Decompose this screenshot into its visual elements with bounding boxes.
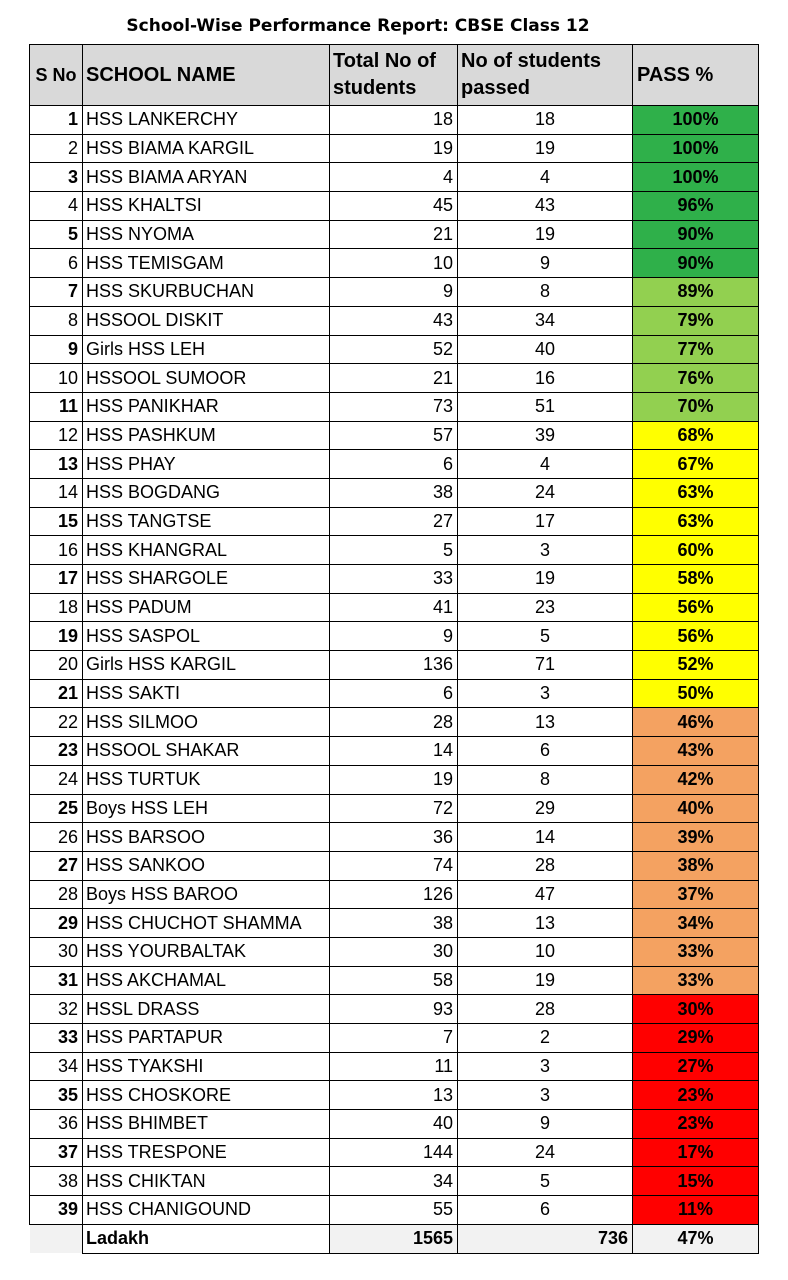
sno-cell: 3: [30, 163, 83, 192]
sno-cell: 2: [30, 134, 83, 163]
table-row: [30, 651, 759, 680]
sno-cell: 38: [30, 1167, 83, 1196]
total-students-cell: 144: [330, 1138, 458, 1167]
students-passed-cell: 6: [458, 1196, 633, 1225]
students-passed-cell: 23: [458, 593, 633, 622]
school-name-cell: HSS TANGTSE: [83, 507, 330, 536]
pass-percent-cell: 56%: [633, 593, 759, 622]
sno-cell: 22: [30, 708, 83, 737]
table-row: [30, 823, 759, 852]
students-passed-cell: 5: [458, 1167, 633, 1196]
school-name-cell: HSSOOL SUMOOR: [83, 364, 330, 393]
total-students-cell: 19: [330, 134, 458, 163]
table-row: [30, 106, 759, 135]
school-name-cell: HSS TURTUK: [83, 765, 330, 794]
sno-cell: 13: [30, 450, 83, 479]
total-students-cell: 58: [330, 966, 458, 995]
students-passed-cell: 43: [458, 192, 633, 221]
table-row: [30, 1052, 759, 1081]
sno-cell: 27: [30, 851, 83, 880]
sno-cell: 11: [30, 392, 83, 421]
students-passed-cell: 47: [458, 880, 633, 909]
pass-percent-cell: 67%: [633, 450, 759, 479]
school-name-cell: HSS BHIMBET: [83, 1110, 330, 1139]
students-passed-cell: 3: [458, 1052, 633, 1081]
total-students-cell: 45: [330, 192, 458, 221]
students-passed-cell: 13: [458, 708, 633, 737]
pass-percent-cell: 52%: [633, 651, 759, 680]
school-name-cell: HSSOOL DISKIT: [83, 306, 330, 335]
sno-cell: 26: [30, 823, 83, 852]
total-students-cell: 93: [330, 995, 458, 1024]
pass-percent-cell: 27%: [633, 1052, 759, 1081]
total-students-cell: 13: [330, 1081, 458, 1110]
pass-percent-cell: 29%: [633, 1024, 759, 1053]
sno-cell: 32: [30, 995, 83, 1024]
school-name-cell: HSS PASHKUM: [83, 421, 330, 450]
students-passed-cell: 8: [458, 765, 633, 794]
total-students-cell: 36: [330, 823, 458, 852]
total-students-cell: 34: [330, 1167, 458, 1196]
table-row: [30, 708, 759, 737]
report-title: School-Wise Performance Report: CBSE Class 12: [126, 16, 590, 36]
school-name-cell: HSS SHARGOLE: [83, 565, 330, 594]
table-row: [30, 1167, 759, 1196]
pass-percent-cell: 50%: [633, 679, 759, 708]
table-row: [30, 478, 759, 507]
sno-cell: 5: [30, 220, 83, 249]
table-row: [30, 163, 759, 192]
sno-cell: 19: [30, 622, 83, 651]
total-sno-cell: [30, 1224, 83, 1253]
table-row: [30, 278, 759, 307]
total-students-cell: 73: [330, 392, 458, 421]
pass-percent-cell: 46%: [633, 708, 759, 737]
students-passed-cell: 18: [458, 106, 633, 135]
sno-cell: 10: [30, 364, 83, 393]
pass-percent-cell: 15%: [633, 1167, 759, 1196]
table-row: [30, 737, 759, 766]
pass-percent-cell: 68%: [633, 421, 759, 450]
total-students-cell: 52: [330, 335, 458, 364]
sno-cell: 36: [30, 1110, 83, 1139]
sno-cell: 33: [30, 1024, 83, 1053]
sno-cell: 6: [30, 249, 83, 278]
pass-percent-cell: 100%: [633, 106, 759, 135]
performance-table: [29, 44, 759, 1254]
total-students-cell: 38: [330, 478, 458, 507]
pass-percent-cell: 11%: [633, 1196, 759, 1225]
sno-cell: 30: [30, 937, 83, 966]
students-passed-cell: 4: [458, 163, 633, 192]
table-row: [30, 335, 759, 364]
students-passed-cell: 16: [458, 364, 633, 393]
total-students-cell: 43: [330, 306, 458, 335]
students-passed-cell: 39: [458, 421, 633, 450]
school-name-cell: HSS LANKERCHY: [83, 106, 330, 135]
school-name-cell: HSS TEMISGAM: [83, 249, 330, 278]
table-row: [30, 1138, 759, 1167]
table-row: [30, 851, 759, 880]
pass-percent-cell: 40%: [633, 794, 759, 823]
table-row: [30, 421, 759, 450]
total-students-cell: 126: [330, 880, 458, 909]
total-students-cell: 9: [330, 278, 458, 307]
sno-cell: 1: [30, 106, 83, 135]
total-students-cell: 4: [330, 163, 458, 192]
total-students-cell: 40: [330, 1110, 458, 1139]
pass-percent-cell: 70%: [633, 392, 759, 421]
students-passed-cell: 3: [458, 536, 633, 565]
table-row: [30, 937, 759, 966]
school-name-cell: Boys HSS LEH: [83, 794, 330, 823]
students-passed-cell: 14: [458, 823, 633, 852]
total-students-cell: 19: [330, 765, 458, 794]
table-row: [30, 1024, 759, 1053]
school-name-cell: HSS PARTAPUR: [83, 1024, 330, 1053]
table-header: [30, 45, 759, 106]
total-students-cell: 72: [330, 794, 458, 823]
total-students-cell: 6: [330, 679, 458, 708]
total-students-cell: 1565: [330, 1224, 458, 1253]
school-name-cell: HSS PADUM: [83, 593, 330, 622]
table-row: [30, 1081, 759, 1110]
sno-cell: 14: [30, 478, 83, 507]
pass-percent-cell: 89%: [633, 278, 759, 307]
students-passed-cell: 24: [458, 1138, 633, 1167]
pass-percent-cell: 96%: [633, 192, 759, 221]
table-row: [30, 622, 759, 651]
sno-cell: 9: [30, 335, 83, 364]
school-name-cell: HSS SAKTI: [83, 679, 330, 708]
pass-percent-cell: 58%: [633, 565, 759, 594]
total-passed-cell: 736: [458, 1224, 633, 1253]
sno-cell: 16: [30, 536, 83, 565]
pass-percent-cell: 30%: [633, 995, 759, 1024]
total-students-cell: 21: [330, 364, 458, 393]
students-passed-cell: 19: [458, 220, 633, 249]
total-students-cell: 5: [330, 536, 458, 565]
table-row: [30, 364, 759, 393]
header-sno: S No: [30, 45, 83, 106]
total-students-cell: 38: [330, 909, 458, 938]
pass-percent-cell: 90%: [633, 249, 759, 278]
sno-cell: 34: [30, 1052, 83, 1081]
table-row: [30, 794, 759, 823]
table-row: [30, 536, 759, 565]
table-body: [30, 106, 759, 1225]
sno-cell: 31: [30, 966, 83, 995]
table-row: [30, 765, 759, 794]
school-name-cell: HSS TYAKSHI: [83, 1052, 330, 1081]
school-name-cell: Girls HSS KARGIL: [83, 651, 330, 680]
school-name-cell: HSS BOGDANG: [83, 478, 330, 507]
pass-percent-cell: 77%: [633, 335, 759, 364]
sno-cell: 18: [30, 593, 83, 622]
school-name-cell: HSSOOL SHAKAR: [83, 737, 330, 766]
sno-cell: 20: [30, 651, 83, 680]
total-students-cell: 28: [330, 708, 458, 737]
school-name-cell: HSS PHAY: [83, 450, 330, 479]
students-passed-cell: 71: [458, 651, 633, 680]
school-name-cell: HSS SASPOL: [83, 622, 330, 651]
students-passed-cell: 19: [458, 565, 633, 594]
school-name-cell: HSS BIAMA ARYAN: [83, 163, 330, 192]
students-passed-cell: 51: [458, 392, 633, 421]
students-passed-cell: 28: [458, 851, 633, 880]
sno-cell: 21: [30, 679, 83, 708]
students-passed-cell: 17: [458, 507, 633, 536]
students-passed-cell: 34: [458, 306, 633, 335]
total-students-cell: 21: [330, 220, 458, 249]
students-passed-cell: 4: [458, 450, 633, 479]
students-passed-cell: 6: [458, 737, 633, 766]
table-row: [30, 593, 759, 622]
pass-percent-cell: 63%: [633, 507, 759, 536]
table-row: [30, 1196, 759, 1225]
school-name-cell: HSS CHIKTAN: [83, 1167, 330, 1196]
pass-percent-cell: 23%: [633, 1110, 759, 1139]
sno-cell: 4: [30, 192, 83, 221]
table-row: [30, 507, 759, 536]
students-passed-cell: 9: [458, 1110, 633, 1139]
students-passed-cell: 2: [458, 1024, 633, 1053]
school-name-cell: HSSL DRASS: [83, 995, 330, 1024]
school-name-cell: HSS PANIKHAR: [83, 392, 330, 421]
school-name-cell: HSS CHANIGOUND: [83, 1196, 330, 1225]
students-passed-cell: 40: [458, 335, 633, 364]
sno-cell: 23: [30, 737, 83, 766]
total-name-cell: Ladakh: [83, 1224, 330, 1253]
school-name-cell: Boys HSS BAROO: [83, 880, 330, 909]
sno-cell: 37: [30, 1138, 83, 1167]
school-name-cell: HSS AKCHAMAL: [83, 966, 330, 995]
table-row: [30, 192, 759, 221]
sno-cell: 25: [30, 794, 83, 823]
table-row: [30, 249, 759, 278]
pass-percent-cell: 33%: [633, 937, 759, 966]
school-name-cell: HSS SILMOO: [83, 708, 330, 737]
total-students-cell: 7: [330, 1024, 458, 1053]
pass-percent-cell: 34%: [633, 909, 759, 938]
table-row: [30, 565, 759, 594]
table-row: [30, 134, 759, 163]
header-school-name: SCHOOL NAME: [83, 45, 330, 106]
total-students-cell: 30: [330, 937, 458, 966]
pass-percent-cell: 90%: [633, 220, 759, 249]
total-students-cell: 41: [330, 593, 458, 622]
total-students-cell: 18: [330, 106, 458, 135]
students-passed-cell: 19: [458, 966, 633, 995]
total-students-cell: 57: [330, 421, 458, 450]
students-passed-cell: 24: [458, 478, 633, 507]
pass-percent-cell: 100%: [633, 163, 759, 192]
pass-percent-cell: 33%: [633, 966, 759, 995]
total-students-cell: 55: [330, 1196, 458, 1225]
pass-percent-cell: 100%: [633, 134, 759, 163]
school-name-cell: HSS BIAMA KARGIL: [83, 134, 330, 163]
school-name-cell: HSS CHUCHOT SHAMMA: [83, 909, 330, 938]
pass-percent-cell: 43%: [633, 737, 759, 766]
total-students-cell: 11: [330, 1052, 458, 1081]
table-row: [30, 306, 759, 335]
school-name-cell: HSS BARSOO: [83, 823, 330, 852]
school-name-cell: HSS NYOMA: [83, 220, 330, 249]
pass-percent-cell: 42%: [633, 765, 759, 794]
pass-percent-cell: 63%: [633, 478, 759, 507]
table-row: [30, 909, 759, 938]
sno-cell: 8: [30, 306, 83, 335]
students-passed-cell: 19: [458, 134, 633, 163]
sno-cell: 39: [30, 1196, 83, 1225]
table-row: [30, 1110, 759, 1139]
sno-cell: 15: [30, 507, 83, 536]
school-name-cell: HSS KHANGRAL: [83, 536, 330, 565]
header-students-passed: No of students passed: [458, 45, 633, 106]
pass-percent-cell: 17%: [633, 1138, 759, 1167]
sno-cell: 24: [30, 765, 83, 794]
header-pass-percent: PASS %: [633, 45, 759, 106]
total-pass-percent-cell: 47%: [633, 1224, 759, 1253]
school-name-cell: HSS TRESPONE: [83, 1138, 330, 1167]
students-passed-cell: 9: [458, 249, 633, 278]
school-name-cell: HSS SKURBUCHAN: [83, 278, 330, 307]
students-passed-cell: 8: [458, 278, 633, 307]
pass-percent-cell: 60%: [633, 536, 759, 565]
sno-cell: 35: [30, 1081, 83, 1110]
pass-percent-cell: 56%: [633, 622, 759, 651]
school-name-cell: HSS KHALTSI: [83, 192, 330, 221]
table-row: [30, 966, 759, 995]
total-students-cell: 14: [330, 737, 458, 766]
total-row: [30, 1224, 759, 1253]
students-passed-cell: 29: [458, 794, 633, 823]
sno-cell: 7: [30, 278, 83, 307]
table-row: [30, 995, 759, 1024]
students-passed-cell: 10: [458, 937, 633, 966]
school-name-cell: HSS YOURBALTAK: [83, 937, 330, 966]
sno-cell: 28: [30, 880, 83, 909]
table-row: [30, 220, 759, 249]
total-students-cell: 136: [330, 651, 458, 680]
students-passed-cell: 3: [458, 679, 633, 708]
total-students-cell: 9: [330, 622, 458, 651]
students-passed-cell: 13: [458, 909, 633, 938]
school-name-cell: Girls HSS LEH: [83, 335, 330, 364]
sno-cell: 17: [30, 565, 83, 594]
sno-cell: 29: [30, 909, 83, 938]
pass-percent-cell: 39%: [633, 823, 759, 852]
students-passed-cell: 3: [458, 1081, 633, 1110]
table-row: [30, 392, 759, 421]
school-name-cell: HSS CHOSKORE: [83, 1081, 330, 1110]
school-name-cell: HSS SANKOO: [83, 851, 330, 880]
sno-cell: 12: [30, 421, 83, 450]
total-students-cell: 10: [330, 249, 458, 278]
students-passed-cell: 5: [458, 622, 633, 651]
table-row: [30, 450, 759, 479]
pass-percent-cell: 23%: [633, 1081, 759, 1110]
total-students-cell: 27: [330, 507, 458, 536]
total-students-cell: 33: [330, 565, 458, 594]
pass-percent-cell: 38%: [633, 851, 759, 880]
table-row: [30, 880, 759, 909]
pass-percent-cell: 37%: [633, 880, 759, 909]
total-students-cell: 74: [330, 851, 458, 880]
pass-percent-cell: 76%: [633, 364, 759, 393]
students-passed-cell: 28: [458, 995, 633, 1024]
pass-percent-cell: 79%: [633, 306, 759, 335]
table-row: [30, 679, 759, 708]
total-students-cell: 6: [330, 450, 458, 479]
header-total-students: Total No of students: [330, 45, 458, 106]
